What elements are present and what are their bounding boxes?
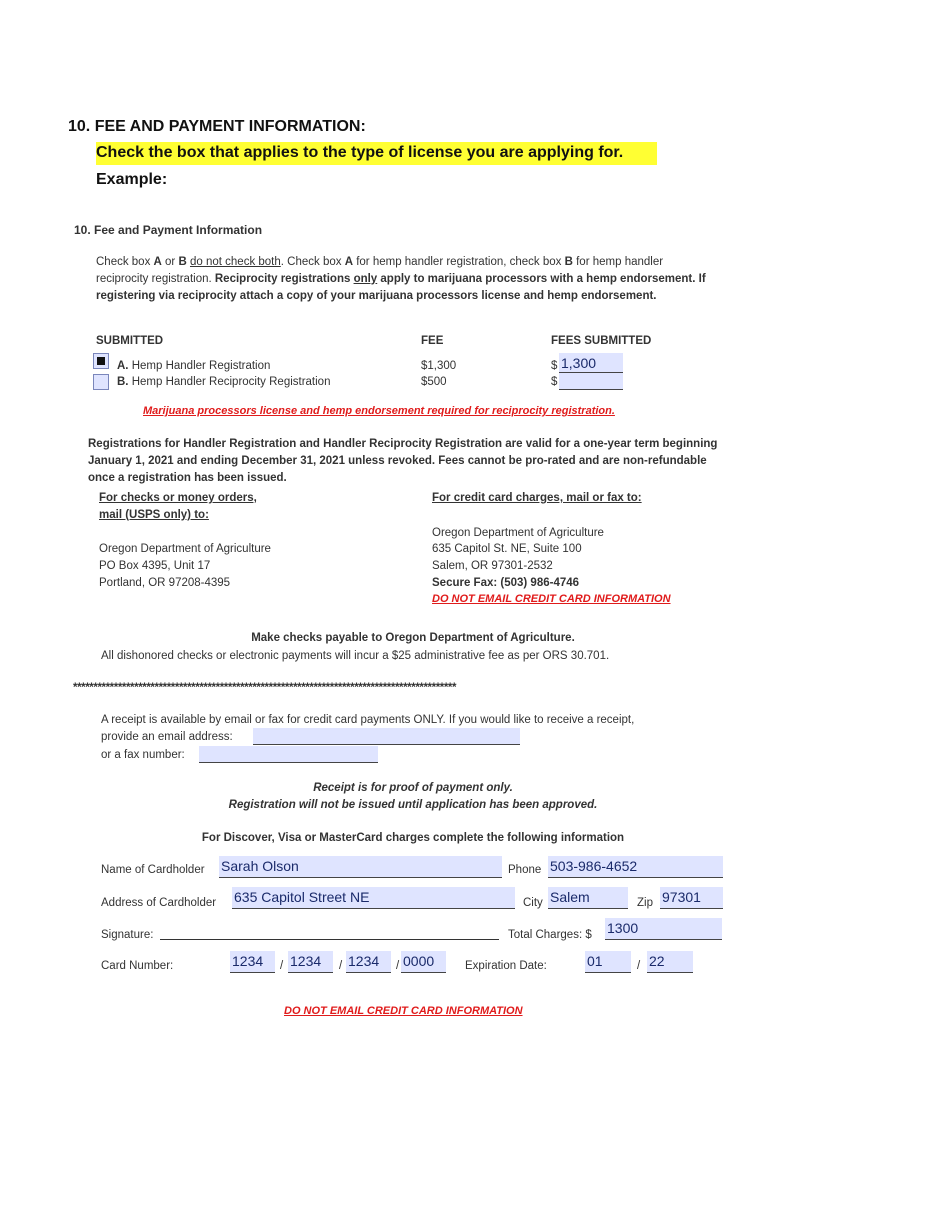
expiration-label: Expiration Date: xyxy=(465,960,547,972)
card-number-part-2[interactable]: 1234 xyxy=(288,951,333,973)
mail-line-2: PO Box 4395, Unit 17 xyxy=(99,560,211,572)
mail-line-1: Oregon Department of Agriculture xyxy=(99,543,271,555)
phone-label: Phone xyxy=(508,864,542,876)
card-number-label: Card Number: xyxy=(101,960,174,972)
fee-submitted-b-input[interactable] xyxy=(559,373,623,390)
card-mail-line-2: 635 Capitol St. NE, Suite 100 xyxy=(432,543,582,555)
card-number-part-4[interactable]: 0000 xyxy=(401,951,446,973)
cardholder-name-label: Name of Cardholder xyxy=(101,864,205,876)
total-charges-input[interactable]: 1300 xyxy=(605,918,722,940)
cardholder-name-input[interactable]: Sarah Olson xyxy=(219,856,502,878)
col-fee: FEE xyxy=(421,335,444,347)
card-sep-1: / xyxy=(280,960,284,972)
checkbox-reciprocity[interactable] xyxy=(93,374,109,390)
row-a-label: A. Hemp Handler Registration xyxy=(117,360,271,372)
zip-input[interactable]: 97301 xyxy=(660,887,723,909)
card-mail-heading: For credit card charges, mail or fax to: xyxy=(432,492,642,504)
example-label: Example: xyxy=(96,171,168,188)
exp-month-input[interactable]: 01 xyxy=(585,951,631,973)
secure-fax: Secure Fax: (503) 986-4746 xyxy=(432,577,580,589)
row-b-label: B. Hemp Handler Reciprocity Registration xyxy=(117,376,331,388)
receipt-proof: Receipt is for proof of payment only. xyxy=(313,782,513,794)
row-b-fee: $500 xyxy=(421,376,447,388)
card-sep-3: / xyxy=(396,960,400,972)
mail-heading-1: For checks or money orders, xyxy=(99,492,257,504)
receipt-not-issued: Registration will not be issued until application has been approved. xyxy=(228,799,598,811)
intro-paragraph: Check box A or B do not check both. Check box A for hemp handler registration, check box B for hemp handler reciprocity registration. Reciprocity registrations only apply to marijuana processors with a hemp endorsement. If registering via reciprocity attach a copy of your marijuana processors license and hemp endorsement. xyxy=(96,256,706,302)
card-mail-line-1: Oregon Department of Agriculture xyxy=(432,527,604,539)
mail-heading-2: mail (USPS only) to: xyxy=(99,509,209,521)
instruction-highlight xyxy=(96,142,657,165)
card-sep-2: / xyxy=(339,960,343,972)
footer-warning: DO NOT EMAIL CREDIT CARD INFORMATION xyxy=(284,1005,523,1017)
zip-label: Zip xyxy=(637,897,653,909)
phone-input[interactable]: 503-986-4652 xyxy=(548,856,723,878)
dishonored-note: All dishonored checks or electronic payments will incur a $25 administrative fee as per ORS 30.701. xyxy=(101,650,610,662)
total-charges-label: Total Charges: $ xyxy=(508,929,592,941)
payable-note: Make checks payable to Oregon Department of Agriculture. xyxy=(251,632,575,644)
row-a-fee: $1,300 xyxy=(421,360,457,372)
receipt-text: A receipt is available by email or fax for credit card payments ONLY. If you would like to receive a receipt, xyxy=(101,714,635,726)
receipt-fax-input[interactable] xyxy=(199,746,378,763)
fax-label: or a fax number: xyxy=(101,749,185,761)
signature-label: Signature: xyxy=(101,929,154,941)
signature-line[interactable] xyxy=(160,939,499,940)
col-fees-submitted: FEES SUBMITTED xyxy=(551,335,652,347)
cardholder-address-input[interactable]: 635 Capitol Street NE xyxy=(232,887,515,909)
checkbox-hemp-handler[interactable] xyxy=(93,353,109,369)
card-number-part-1[interactable]: 1234 xyxy=(230,951,275,973)
section-heading: 10. FEE AND PAYMENT INFORMATION: xyxy=(68,118,366,135)
col-submitted: SUBMITTED xyxy=(96,335,164,347)
separator: ********************************************************************************************** xyxy=(73,682,457,694)
reciprocity-note: Marijuana processors license and hemp endorsement required for reciprocity registration. xyxy=(143,405,615,417)
mail-line-3: Portland, OR 97208-4395 xyxy=(99,577,231,589)
card-number-part-3[interactable]: 1234 xyxy=(346,951,391,973)
validity-paragraph: Registrations for Handler Registration and Handler Reciprocity Registration are valid for a one-year term beginning January 1, 2021 and ending December 31, 2021 unless revoked. Fees cannot be pro-rated and are non-refundable once a registration has been issued. xyxy=(88,438,718,484)
row-a-currency: $ xyxy=(551,360,558,372)
form-section-title: 10. Fee and Payment Information xyxy=(74,223,263,237)
instruction-text: Check the box that applies to the type of license you are applying for. xyxy=(96,142,657,165)
row-b-currency: $ xyxy=(551,376,558,388)
card-mail-line-3: Salem, OR 97301-2532 xyxy=(432,560,553,572)
receipt-email-input[interactable] xyxy=(253,728,520,745)
email-label: provide an email address: xyxy=(101,731,233,743)
card-mail-warning: DO NOT EMAIL CREDIT CARD INFORMATION xyxy=(432,593,671,605)
fee-submitted-a-input[interactable]: 1,300 xyxy=(559,353,623,373)
card-heading: For Discover, Visa or MasterCard charges complete the following information xyxy=(201,832,625,844)
city-input[interactable]: Salem xyxy=(548,887,628,909)
cardholder-address-label: Address of Cardholder xyxy=(101,897,217,909)
city-label: City xyxy=(523,897,543,909)
exp-year-input[interactable]: 22 xyxy=(647,951,693,973)
exp-sep: / xyxy=(637,960,641,972)
